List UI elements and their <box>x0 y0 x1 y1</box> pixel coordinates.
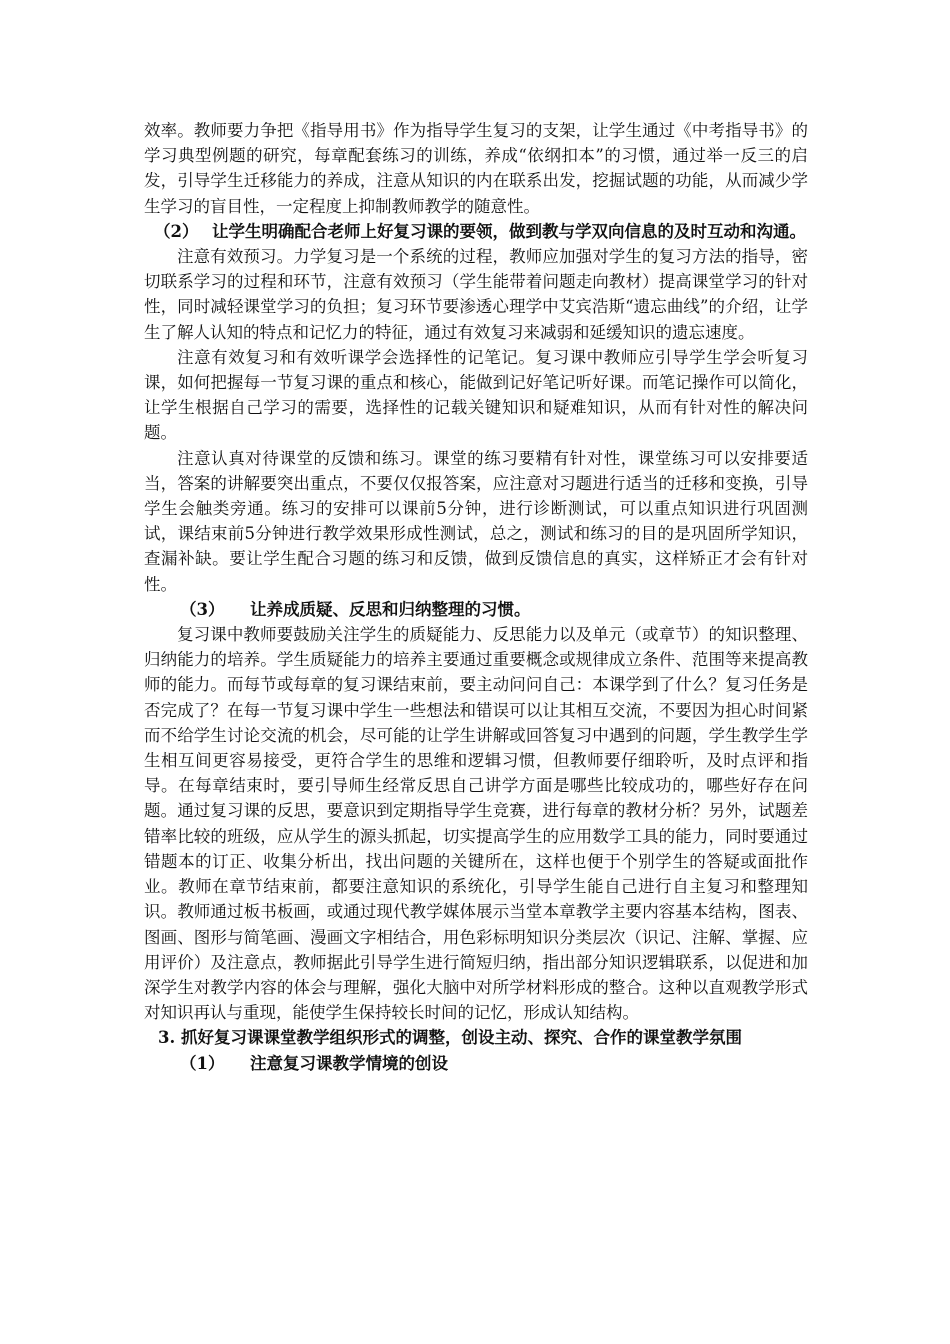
subsection-title-1: 注意复习课教学情境的创设 <box>250 1053 448 1073</box>
section-title-3: 让养成质疑、反思和归纳整理的习惯。 <box>250 599 531 619</box>
paragraph-continuation: 效率。教师要力争把《指导用书》作为指导学生复习的支架，让学生通过《中考指导书》的学习典型例题的研究，每章配套练习的训练，养成“依纲扣本”的习惯，通过举一反三的启发，引导学生迁移能力的养成，注意从知识的内在联系出发，挖掘试题的功能，从而减少学生学习的盲目性，一定程度上抑制教师教学的随意性。 <box>144 121 808 216</box>
paragraph-notes: 注意有效复习和有效听课学会选择性的记笔记。复习课中教师应引导学生学会听复习课，如何把握每一节复习课的重点和核心，能做到记好笔记听好课。而笔记操作可以简化，让学生根据自己学习的需要，选择性的记载关键知识和疑难知识，从而有针对性的解决问题。 <box>144 347 808 443</box>
section-title-2: 让学生明确配合老师上好复习课的要领，做到教与学双向信息的及时互动和沟通。 <box>212 221 806 241</box>
paragraph-preview: 注意有效预习。力学复习是一个系统的过程，教师应加强对学生的复习方法的指导，密切联系学习的过程和环节，注意有效预习（学生能带着问题走向教材）提高课堂学习的针对性，同时减轻课堂学习的负担；复习环节要渗透心理学中艾宾浩斯“遗忘曲线”的介绍，让学生了解人认知的特点和记忆力的特征，通过有效复习来减弱和延缓知识的遗忘速度。 <box>144 247 808 342</box>
subsection-heading-1 <box>144 1051 808 1076</box>
subsection-number-1: （1） <box>180 1053 225 1073</box>
section-heading-2 <box>144 219 808 244</box>
document-page <box>144 118 808 1076</box>
section-heading-3 <box>144 597 808 622</box>
paragraph-feedback: 注意认真对待课堂的反馈和练习。课堂的练习要精有针对性，课堂练习可以安排要适当，答案的讲解要突出重点，不要仅仅报答案，应注意对习题进行适当的迁移和变换，引导学生会触类旁通。练习的安排可以课前5分钟，进行诊断测试，可以重点知识进行巩固测试，课结束前5分钟进行教学效果形成性测试，总之，测试和练习的目的是巩固所学知识，查漏补缺。要让学生配合习题的练习和反馈，做到反馈信息的真实，这样矫正才会有针对性。 <box>144 448 808 594</box>
main-heading-3: 3. 抓好复习课课堂教学组织形式的调整，创设主动、探究、合作的课堂教学氛围 <box>158 1028 742 1048</box>
paragraph-reflection: 复习课中教师要鼓励关注学生的质疑能力、反思能力以及单元（或章节）的知识整理、归纳能力的培养。学生质疑能力的培养主要通过重要概念或规律成立条件、范围等来提高教师的能力。而每节或每章的复习课结束前，要主动问问自己：本课学到了什么？复习任务是否完成了？在每一节复习课中学生一些想法和错误可以让其相互交流，不要因为担心时间紧而不给学生讨论交流的机会，尽可能的让学生讲解或回答复习中遇到的问题，学生教学生学生相互间更容易接受，更符合学生的思维和逻辑习惯，但教师要仔细聆听，及时点评和指导。在每章结束时，要引导师生经常反思自己讲学方面是哪些比较成功的，哪些好存在问题。通过复习课的反思，要意识到定期指导学生竞赛，进行每章的教材分析？另外，试题差错率比较的班级，应从学生的源头抓起，切实提高学生的应用数学工具的能力，同时要通过错题本的订正、收集分析出，找出问题的关键所在，这样也便于个别学生的答疑或面批作业。教师在章节结束前，都要注意知识的系统化，引导学生能自己进行自主复习和整理知识。教师通过板书板画，或通过现代教学媒体展示当堂本章教学主要内容基本结构，图表、图画、图形与简笔画、漫画文字相结合，用色彩标明知识分类层次（识记、注解、掌握、应用评价）及注意点，教师据此引导学生进行简短归纳，指出部分知识逻辑联系，以促进和加深学生对教学内容的体会与理解，强化大脑中对所学材料形成的整合。这种以直观教学形式对知识再认与重现，能使学生保持较长时间的记忆，形成认知结构。 <box>144 625 808 1023</box>
section-number-3: （3） <box>180 599 225 619</box>
section-number-2: （2） <box>154 221 199 241</box>
